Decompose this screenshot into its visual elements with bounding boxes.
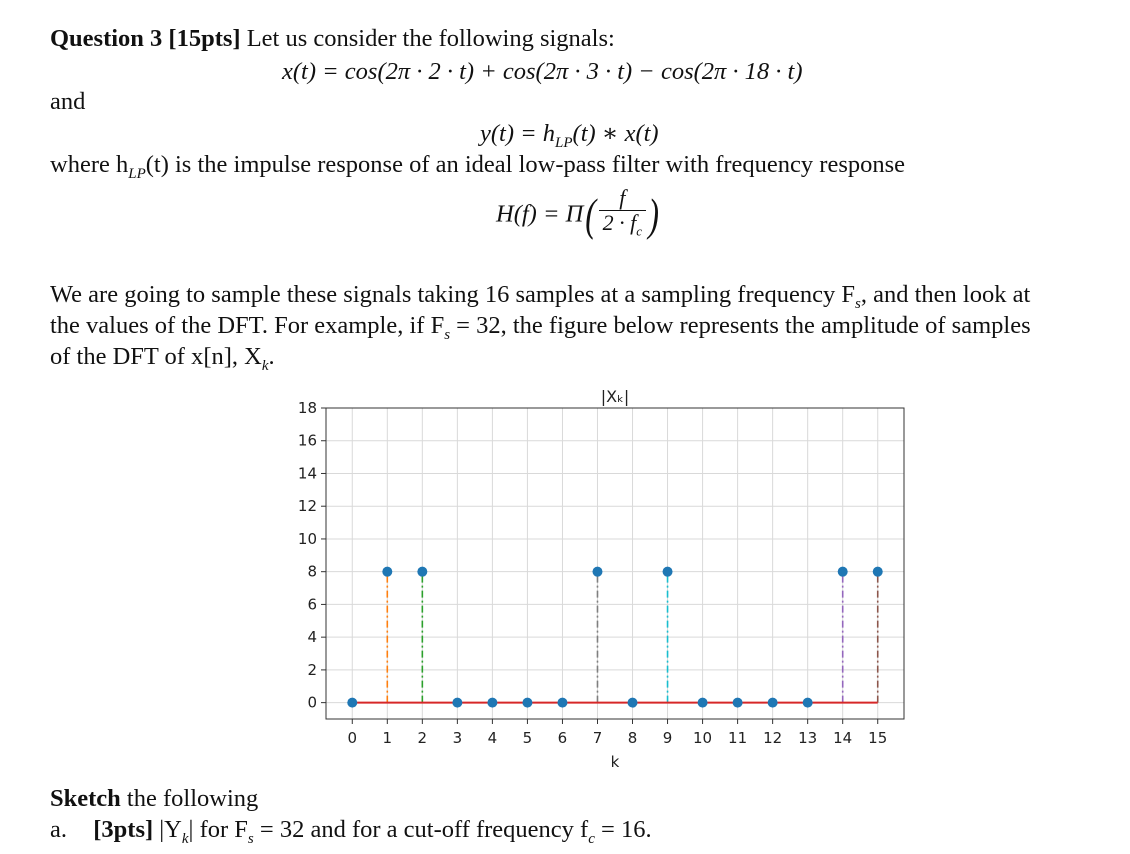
item-a-sub3: c: [588, 830, 595, 847]
equation-y-left: y(t) = h: [480, 120, 556, 147]
stem-marker: [873, 567, 883, 577]
stem-marker: [417, 567, 427, 577]
x-tick-label: 4: [487, 729, 498, 747]
para3-text: of the DFT of x[n], X: [50, 343, 262, 370]
y-tick-label: 16: [297, 431, 317, 450]
question-intro: Let us consider the following signals:: [246, 25, 615, 52]
stem-marker: [733, 698, 743, 708]
y-tick-label: 8: [307, 562, 317, 581]
equation-y-sub: LP: [555, 134, 573, 151]
para2-text: the values of the DFT. For example, if F: [50, 312, 445, 339]
x-tick-label: 13: [798, 729, 818, 747]
item-a-points: [3pts]: [93, 816, 154, 843]
chart-title: |Xₖ|: [600, 387, 630, 406]
x-tick-label: 2: [417, 729, 428, 747]
stem-marker: [768, 698, 778, 708]
item-a-sub2: s: [247, 830, 254, 847]
sketch-line: [50, 787, 258, 812]
equation-x: x(t) = cos(2π · 2 · t) + cos(2π · 3 · t) − cos(2π · 18 · t): [282, 58, 803, 85]
stem-marker: [452, 698, 462, 708]
para1-sub: s: [854, 295, 861, 312]
stem-marker: [838, 567, 848, 577]
y-tick-label: 12: [297, 497, 317, 516]
equation-h-den-text: 2 · f: [602, 210, 637, 235]
item-a-text4: = 16.: [594, 816, 652, 843]
x-tick-label: 6: [557, 729, 568, 747]
left-paren-glyph: (: [585, 188, 597, 240]
item-a-label: a.: [50, 816, 67, 843]
x-tick-label: 9: [662, 729, 673, 747]
question-title: Question 3 [15pts]: [50, 25, 241, 52]
stem-marker: [522, 698, 532, 708]
para1-end: , and then look at: [860, 281, 1031, 308]
x-axis-label: k: [610, 753, 620, 771]
item-a-text1: |Y: [153, 816, 182, 843]
x-tick-label: 15: [868, 729, 888, 747]
sketch-rest: the following: [120, 785, 259, 812]
where-rest: (t) is the impulse response of an ideal low-pass filter with frequency response: [145, 151, 906, 178]
stem-marker: [382, 567, 392, 577]
x-tick-label: 14: [833, 729, 853, 747]
text-and: and: [50, 88, 86, 115]
para2-end: = 32, the figure below represents the amplitude of samples: [450, 312, 1031, 339]
x-tick-label: 0: [347, 729, 358, 747]
equation-h-numerator: f: [599, 186, 646, 211]
x-tick-label: 12: [763, 729, 783, 747]
x-tick-label: 1: [382, 729, 393, 747]
x-tick-label: 7: [592, 729, 603, 747]
equation-y-right: (t) ∗ x(t): [572, 120, 659, 147]
equation-h-left: H(f) = Π: [496, 200, 584, 228]
x-tick-label: 11: [728, 729, 748, 747]
item-a-text3: = 32 and for a cut-off frequency f: [253, 816, 589, 843]
plot-frame: [326, 408, 904, 719]
where-sub: LP: [128, 165, 146, 182]
y-tick-label: 6: [307, 595, 317, 614]
sketch-bold: Sketch: [50, 785, 121, 812]
stem-marker: [628, 698, 638, 708]
stem-marker: [557, 698, 567, 708]
stem-marker: [663, 567, 673, 577]
equation-h-den-sub: c: [636, 223, 643, 239]
y-tick-label: 14: [297, 464, 317, 483]
item-a-text2: | for F: [188, 816, 248, 843]
y-tick-label: 18: [297, 399, 317, 417]
para3-sub: k: [261, 357, 269, 374]
y-tick-label: 0: [307, 693, 317, 712]
y-tick-label: 10: [297, 529, 317, 548]
para2-sub: s: [444, 326, 451, 343]
x-tick-label: 10: [693, 729, 713, 747]
stem-marker: [487, 698, 497, 708]
where-pre: where h: [50, 151, 129, 178]
x-tick-label: 3: [452, 729, 463, 747]
stem-marker: [347, 698, 357, 708]
x-tick-label: 8: [627, 729, 638, 747]
stem-marker: [698, 698, 708, 708]
stem-marker: [803, 698, 813, 708]
para1-text: We are going to sample these signals taking 16 samples at a sampling frequency F: [50, 281, 855, 308]
stem-marker: [592, 567, 602, 577]
item-a: [50, 818, 652, 847]
y-tick-label: 4: [307, 628, 317, 647]
right-paren-glyph: ): [648, 188, 660, 240]
item-a-sub1: k: [181, 830, 189, 847]
x-tick-label: 5: [522, 729, 533, 747]
para3-end: .: [268, 343, 275, 370]
y-tick-label: 2: [307, 660, 317, 679]
